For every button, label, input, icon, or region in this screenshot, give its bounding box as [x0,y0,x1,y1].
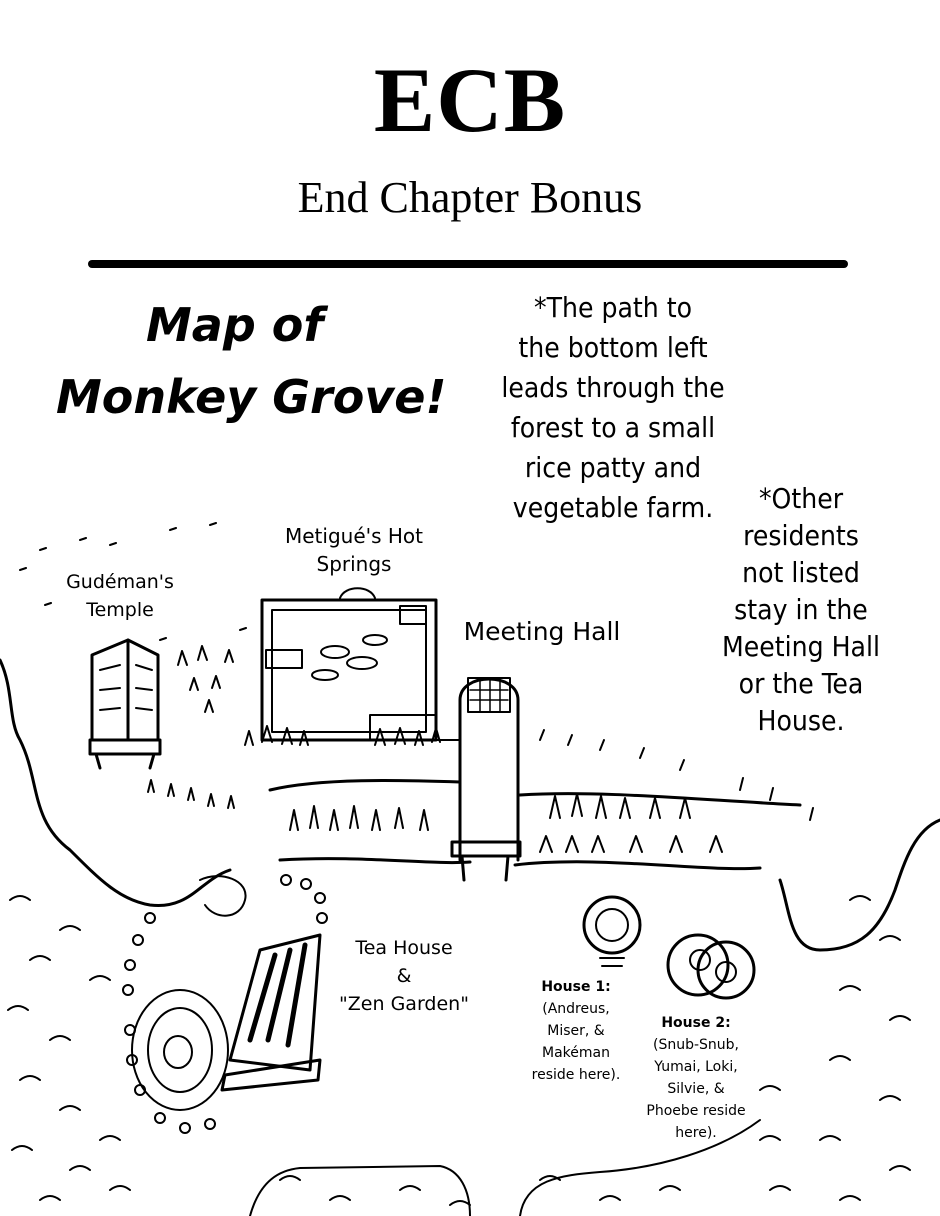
walkway [370,715,460,740]
hot-springs-drawing [262,588,436,740]
tea-house-drawing [222,935,320,1090]
note-other-residents [706,480,896,739]
meeting-hall-drawing [452,678,520,880]
page-subtitle: End Chapter Bonus [297,173,643,222]
note-path-line: *The path to [534,291,692,324]
note-path-line: leads through the [501,371,725,404]
temple-drawing [90,640,160,768]
note-residents-line: House. [757,704,845,737]
note-residents-line: residents [743,519,859,552]
tea-house-label: Tea House & "Zen Garden" [339,937,469,1015]
temple-label: Gudéman's Temple [66,571,174,621]
meeting-hall-label: Meeting Hall [463,617,621,646]
map-title-line-1: Map of [146,298,324,352]
page-title: ECB [373,49,567,151]
note-residents-line: stay in the [734,593,868,626]
plateau-ridge [270,780,800,805]
map-title-line-2: Monkey Grove! [56,370,447,424]
note-residents-line: or the Tea [738,667,864,700]
house-1-drawing [584,897,640,966]
house-1-label: House 1: (Andreus, Miser, & Makéman reside here). [522,976,630,1086]
note-residents-line: not listed [742,556,860,589]
house-1-name: House 1: [541,979,611,995]
left-cliff-outline [0,660,230,906]
right-cliff-outline [780,820,940,950]
house-2-name: House 2: [661,1015,731,1031]
note-residents-line: *Other [758,482,844,515]
note-path-line: forest to a small [510,411,716,444]
note-residents-line: Meeting Hall [722,630,880,663]
hot-springs-label: Metigué's Hot Springs [284,524,424,576]
house-2-drawing [668,935,754,998]
lower-ground-edge [250,1166,470,1216]
note-path-line: the bottom left [518,331,708,364]
plateau-lower-edge [280,859,760,869]
note-path-line: rice patty and [524,451,702,484]
house-2-label: House 2: (Snub-Snub, Yumai, Loki, Silvie, & Phoebe reside here). [638,1012,754,1144]
note-path-line: vegetable farm. [512,491,714,524]
